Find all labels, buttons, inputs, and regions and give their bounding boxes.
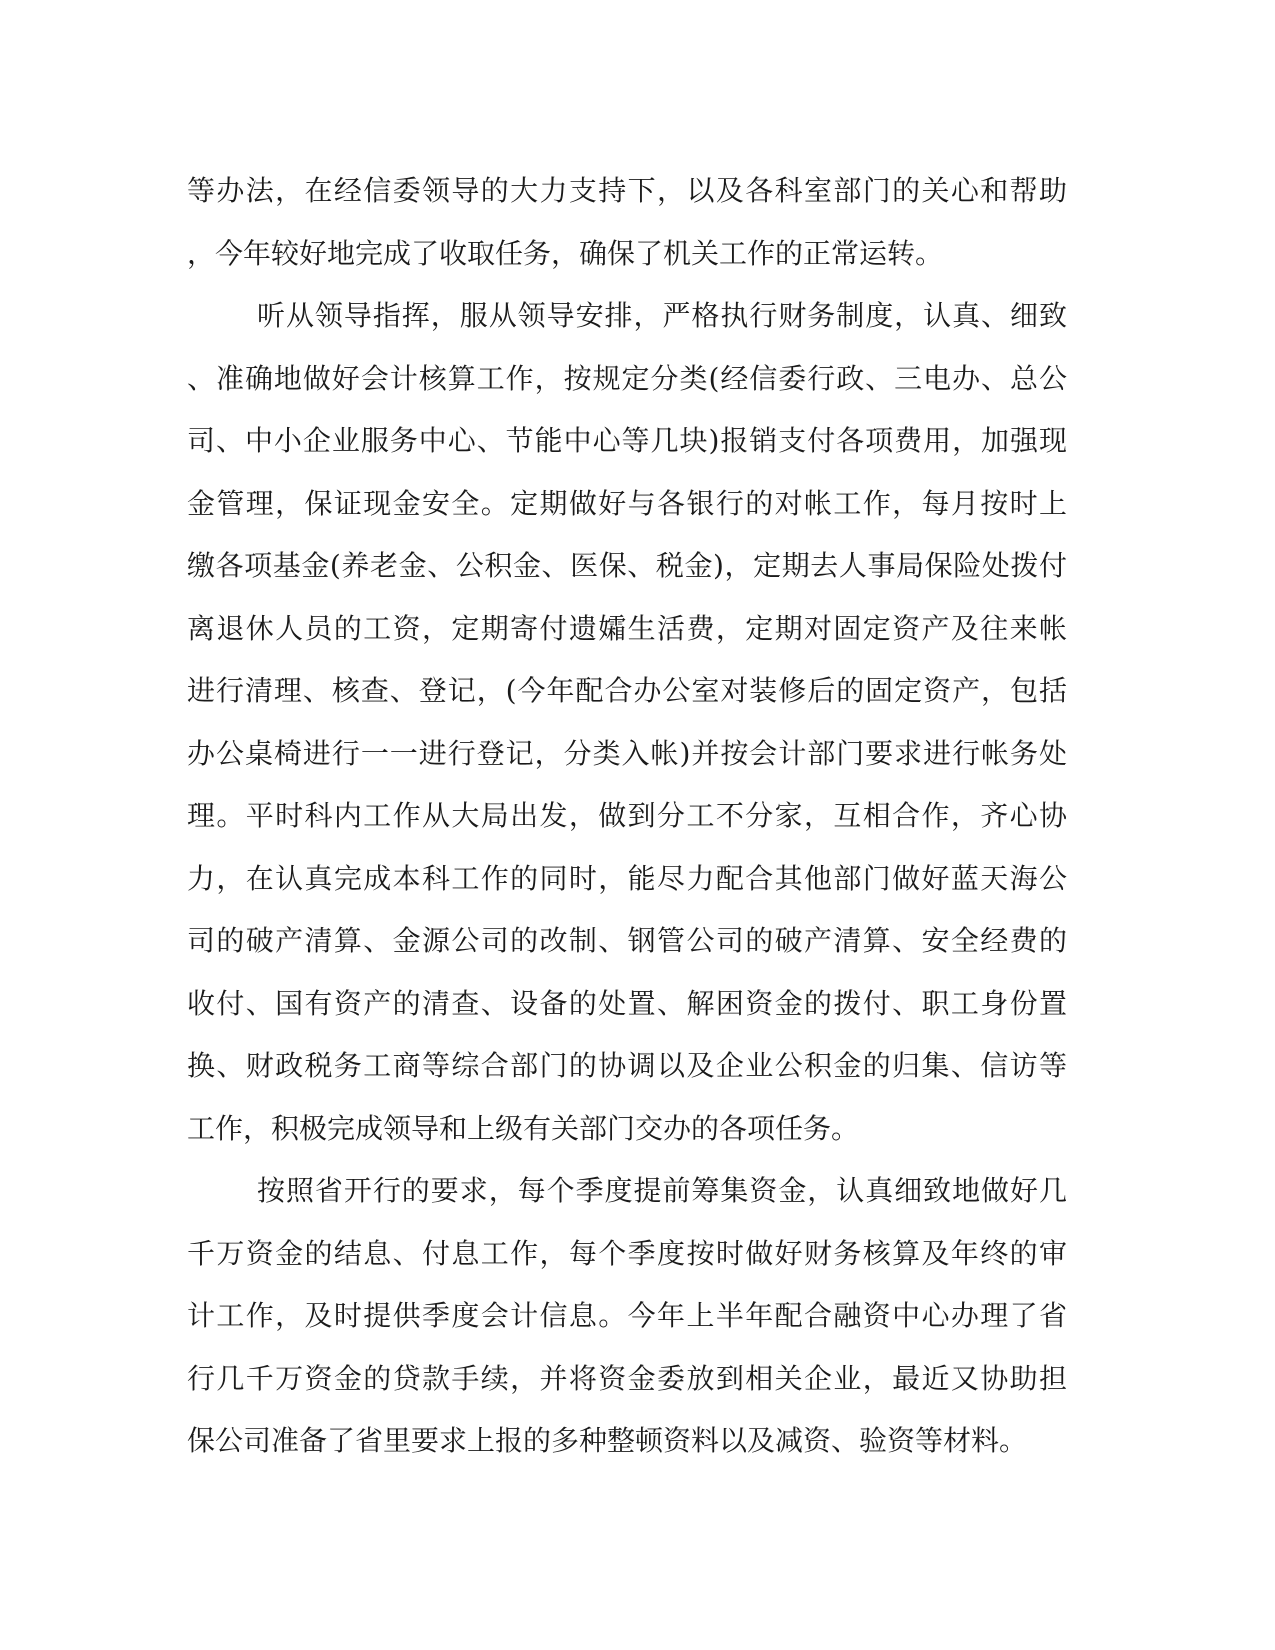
text-line: 金管理，保证现金安全。定期做好与各银行的对帐工作，每月按时上 (187, 486, 1067, 520)
text-line: 办公桌椅进行一一进行登记，分类入帐)并按会计部门要求进行帐务处 (187, 736, 1067, 770)
text-line: 听从领导指挥，服从领导安排，严格执行财务制度，认真、细致 (257, 299, 1067, 332)
text-line: 工作，积极完成领导和上级有关部门交办的各项任务。 (187, 1111, 860, 1145)
text-line: 收付、国有资产的清查、设备的处置、解困资金的拨付、职工身份置 (187, 986, 1067, 1020)
paragraph (187, 285, 1067, 1160)
text-line: 、准确地做好会计核算工作，按规定分类(经信委行政、三电办、总公 (187, 361, 1067, 395)
text-line: 司的破产清算、金源公司的改制、钢管公司的破产清算、安全经费的 (187, 924, 1067, 957)
text-line: 缴各项基金(养老金、公积金、医保、税金)，定期去人事局保险处拨付 (187, 549, 1067, 582)
text-line: 千万资金的结息、付息工作，每个季度按时做好财务核算及年终的审 (187, 1236, 1067, 1270)
text-line: 理。平时科内工作从大局出发，做到分工不分家，互相合作，齐心协 (187, 799, 1067, 832)
text-line: 等办法，在经信委领导的大力支持下，以及各科室部门的关心和帮助 (187, 174, 1067, 207)
text-line: 行几千万资金的贷款手续，并将资金委放到相关企业，最近又协助担 (187, 1361, 1067, 1395)
paragraph (187, 160, 1067, 285)
text-line: 离退休人员的工资，定期寄付遗孀生活费，定期对固定资产及往来帐 (187, 611, 1067, 645)
text-line: 换、财政税务工商等综合部门的协调以及企业公积金的归集、信访等 (187, 1049, 1067, 1082)
text-line: 保公司准备了省里要求上报的多种整顿资料以及减资、验资等材料。 (187, 1424, 1028, 1457)
text-line: 计工作，及时提供季度会计信息。今年上半年配合融资中心办理了省 (187, 1299, 1067, 1332)
text-line: 司、中小企业服务中心、节能中心等几块)报销支付各项费用，加强现 (187, 424, 1067, 457)
text-line: 进行清理、核查、登记，(今年配合办公室对装修后的固定资产，包括 (187, 674, 1067, 707)
text-line: ，今年较好地完成了收取任务，确保了机关工作的正常运转。 (187, 236, 944, 270)
paragraph (187, 1160, 1067, 1473)
text-line: 按照省开行的要求，每个季度提前筹集资金，认真细致地做好几 (257, 1174, 1067, 1207)
text-line: 力，在认真完成本科工作的同时，能尽力配合其他部门做好蓝天海公 (187, 861, 1067, 895)
body-text (187, 160, 1067, 1473)
